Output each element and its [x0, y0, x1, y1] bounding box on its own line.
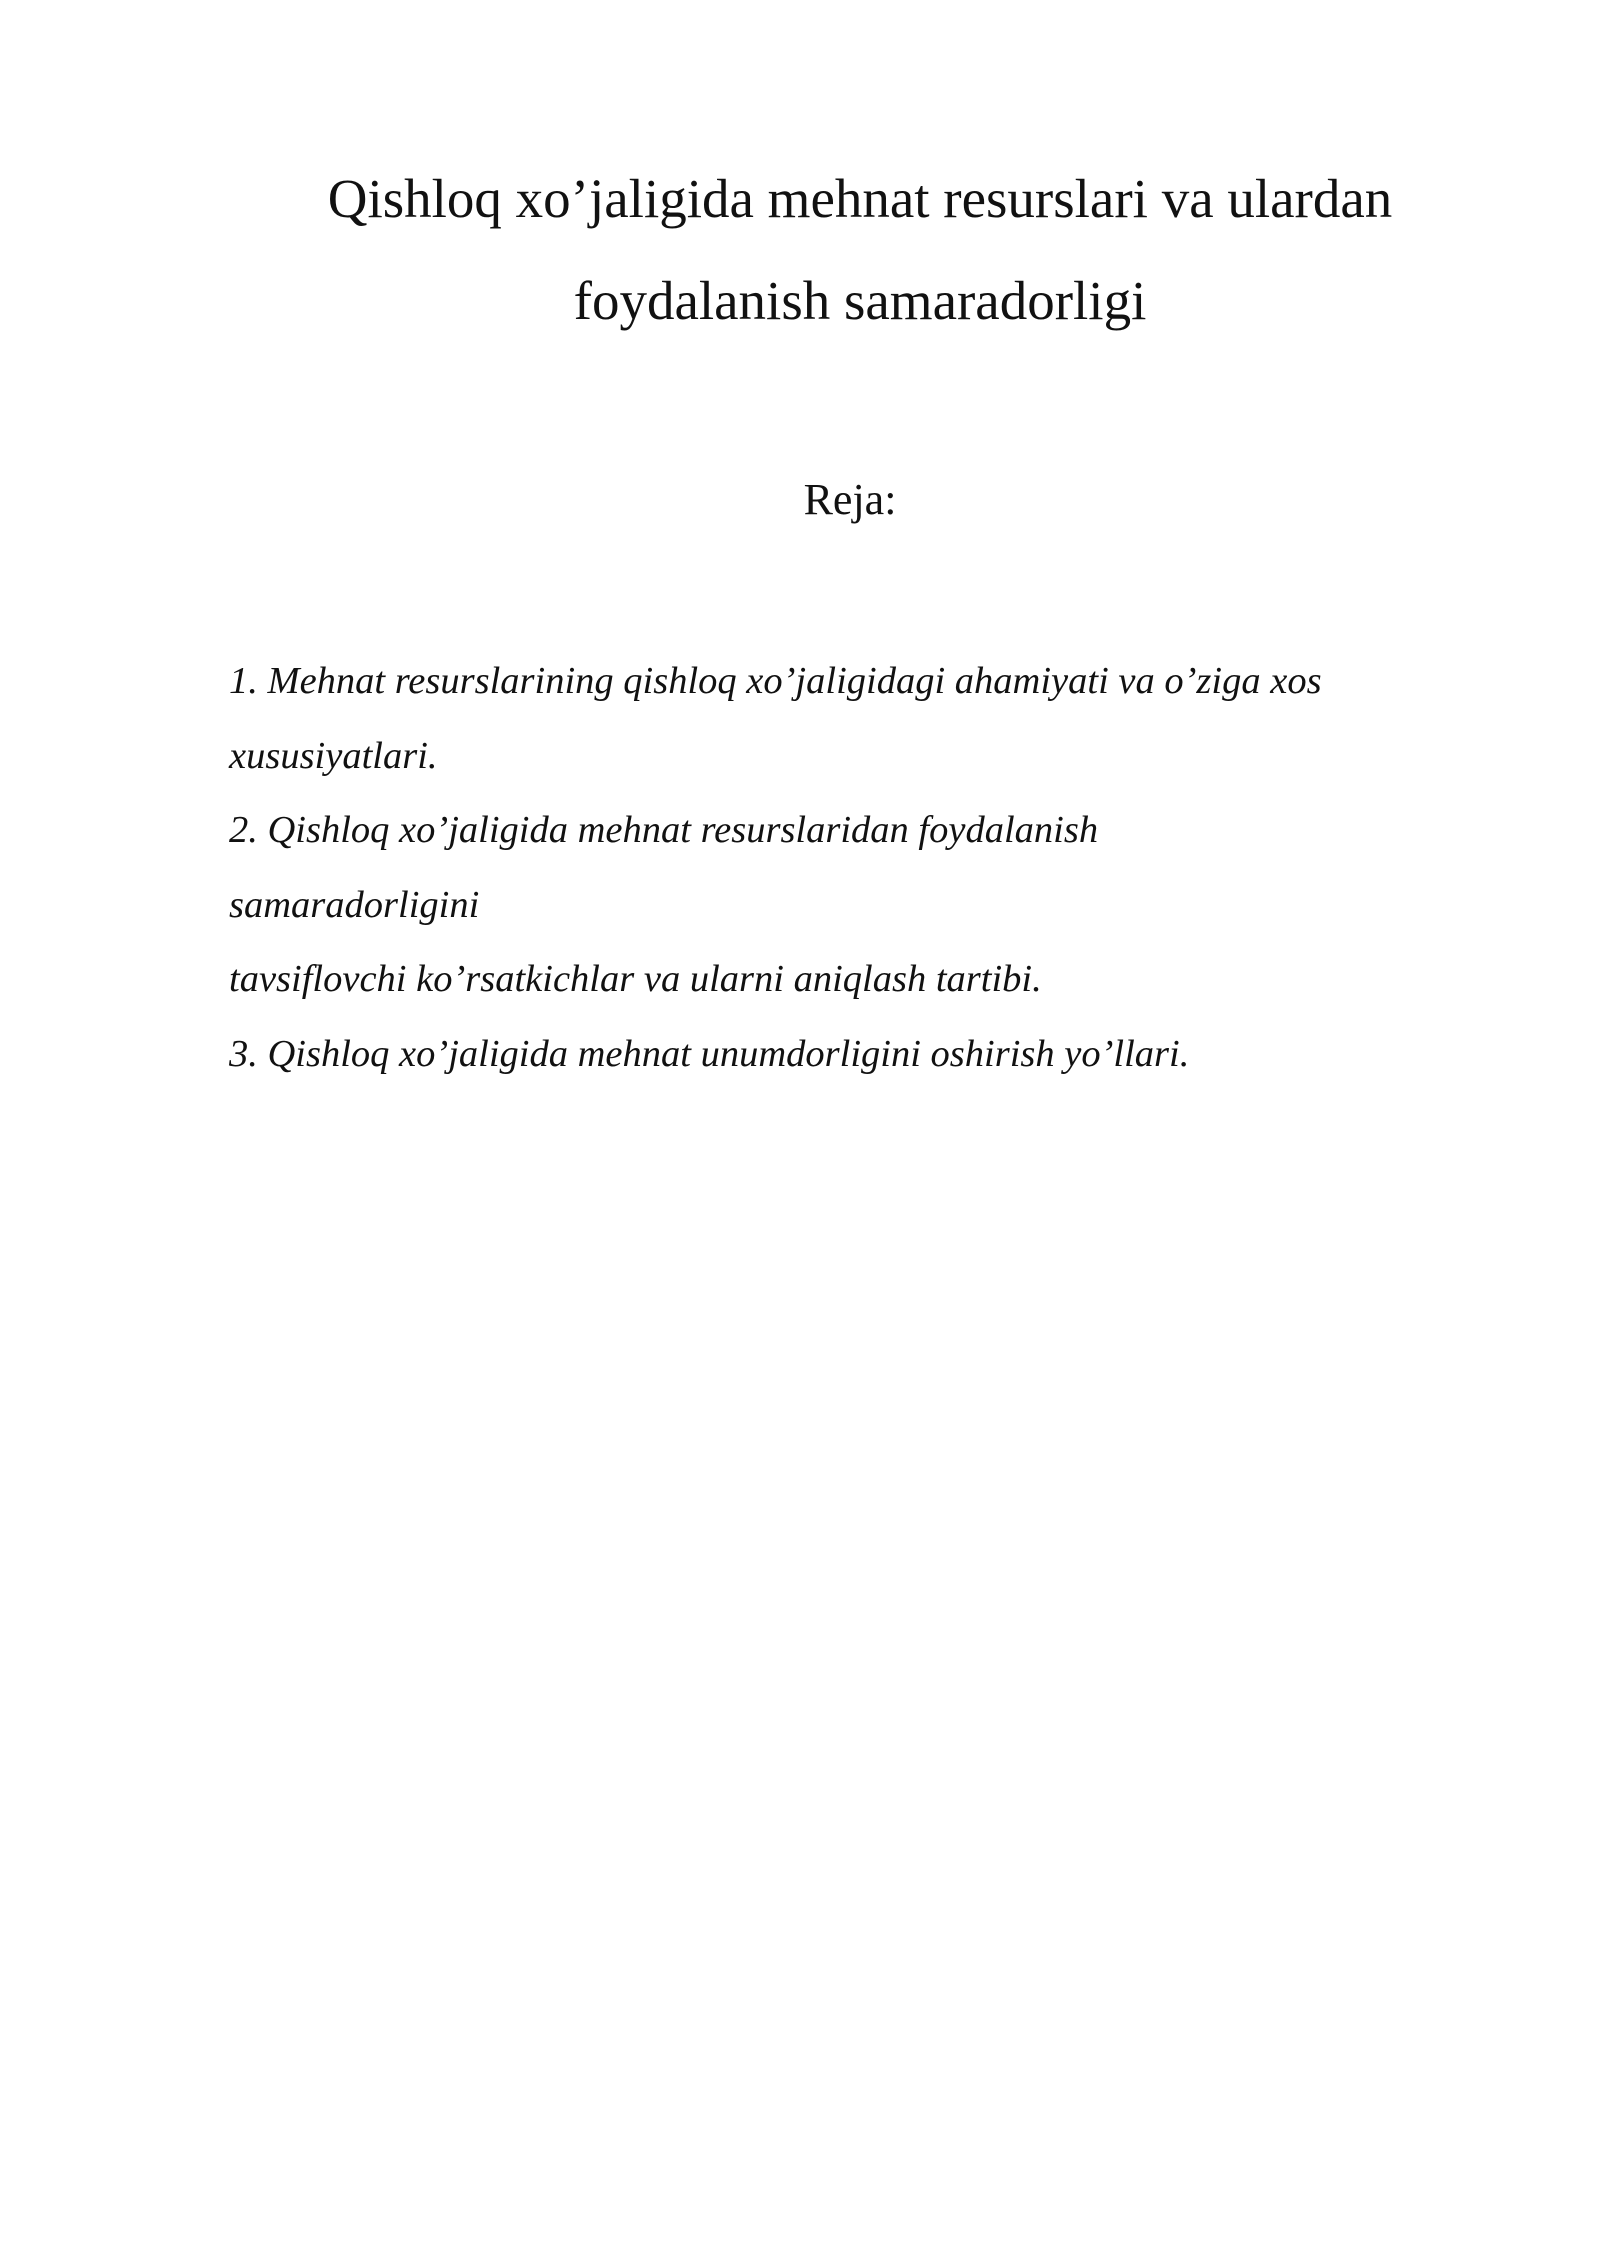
plan-line: 3. Qishloq xo’jaligida mehnat unumdorligini oshirish yo’llari. — [229, 1032, 1190, 1075]
title-line: Qishloq xo’jaligida mehnat resurslari va ulardan — [327, 168, 1393, 229]
document-title — [240, 148, 1480, 352]
plan-heading: Reja: — [803, 475, 897, 524]
title-line: foydalanish samaradorligi — [573, 270, 1147, 331]
plan-line: samaradorligini — [229, 883, 480, 926]
plan-line: xususiyatlari. — [229, 734, 438, 777]
plan-line: 1. Mehnat resurslarining qishloq xo’jaligidagi ahamiyati va o’ziga xos — [229, 660, 1322, 702]
plan-list — [229, 644, 1479, 1091]
plan-line: 2. Qishloq xo’jaligida mehnat resurslaridan foydalanish — [229, 809, 1099, 851]
plan-line: tavsiflovchi ko’rsatkichlar va ularni aniqlash tartibi. — [229, 958, 1042, 1000]
